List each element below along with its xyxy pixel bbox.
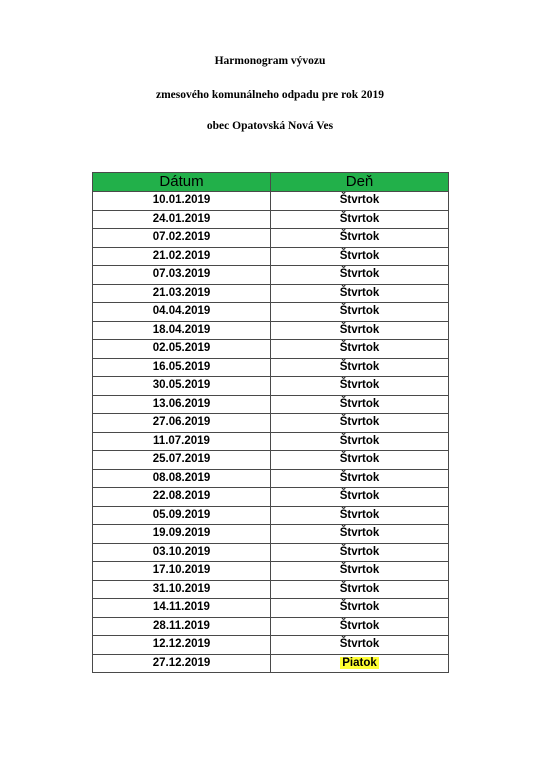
date-cell: 04.04.2019 [93,303,271,322]
day-cell: Štvrtok [271,303,449,322]
day-cell: Štvrtok [271,469,449,488]
table-row [93,562,449,581]
day-cell: Štvrtok [271,210,449,229]
municipality-name: obec Opatovská Nová Ves [206,120,334,132]
date-cell: 07.03.2019 [93,266,271,285]
date-cell: 30.05.2019 [93,377,271,396]
table-row [93,284,449,303]
table-row [93,414,449,433]
column-header-day: Deň [271,173,449,192]
date-cell: 24.01.2019 [93,210,271,229]
date-cell: 27.06.2019 [93,414,271,433]
table-row [93,432,449,451]
date-cell: 08.08.2019 [93,469,271,488]
day-cell: Štvrtok [271,525,449,544]
document-title: Harmonogram vývozu [214,55,326,67]
day-cell: Štvrtok [271,414,449,433]
date-cell: 31.10.2019 [93,580,271,599]
day-cell: Štvrtok [271,543,449,562]
day-cell: Štvrtok [271,562,449,581]
table-row [93,469,449,488]
table-row [93,451,449,470]
table-row [93,506,449,525]
table-row [93,599,449,618]
table-row [93,321,449,340]
table-row [93,247,449,266]
table-row [93,580,449,599]
table-row [93,654,449,673]
date-cell: 21.02.2019 [93,247,271,266]
date-cell: 05.09.2019 [93,506,271,525]
table-row [93,543,449,562]
date-cell: 27.12.2019 [93,654,271,673]
table-row [93,210,449,229]
day-cell: Štvrtok [271,488,449,507]
day-cell: Štvrtok [271,617,449,636]
table-row [93,303,449,322]
date-cell: 21.03.2019 [93,284,271,303]
date-cell: 03.10.2019 [93,543,271,562]
day-cell: Štvrtok [271,451,449,470]
date-cell: 22.08.2019 [93,488,271,507]
table-row [93,340,449,359]
day-cell: Štvrtok [271,284,449,303]
date-cell: 10.01.2019 [93,192,271,211]
table-row [93,636,449,655]
date-cell: 28.11.2019 [93,617,271,636]
day-cell: Štvrtok [271,266,449,285]
day-cell: Štvrtok [271,321,449,340]
day-cell: Štvrtok [271,358,449,377]
day-cell: Štvrtok [271,340,449,359]
date-cell: 07.02.2019 [93,229,271,248]
table-row [93,395,449,414]
day-cell: Štvrtok [271,599,449,618]
day-cell: Štvrtok [271,247,449,266]
table-row [93,488,449,507]
date-cell: 14.11.2019 [93,599,271,618]
table-row [93,266,449,285]
date-cell: 12.12.2019 [93,636,271,655]
date-cell: 13.06.2019 [93,395,271,414]
table-body [93,192,449,673]
day-cell: Štvrtok [271,580,449,599]
table-row [93,358,449,377]
day-cell: Štvrtok [271,377,449,396]
date-cell: 18.04.2019 [93,321,271,340]
collection-schedule-table [92,172,449,673]
table-row [93,377,449,396]
date-cell: 25.07.2019 [93,451,271,470]
day-cell [271,654,449,673]
table-row [93,617,449,636]
highlighted-day-label: Piatok [342,656,377,669]
date-cell: 19.09.2019 [93,525,271,544]
column-header-date: Dátum [93,173,271,192]
day-cell: Štvrtok [271,192,449,211]
day-cell: Štvrtok [271,432,449,451]
date-cell: 11.07.2019 [93,432,271,451]
day-cell: Štvrtok [271,636,449,655]
date-cell: 02.05.2019 [93,340,271,359]
day-cell: Štvrtok [271,229,449,248]
table-row [93,192,449,211]
date-cell: 17.10.2019 [93,562,271,581]
day-cell: Štvrtok [271,506,449,525]
table-row [93,525,449,544]
table-header-row [93,173,449,192]
day-cell: Štvrtok [271,395,449,414]
date-cell: 16.05.2019 [93,358,271,377]
document-subtitle: zmesového komunálneho odpadu pre rok 2019 [155,89,385,101]
table-row [93,229,449,248]
